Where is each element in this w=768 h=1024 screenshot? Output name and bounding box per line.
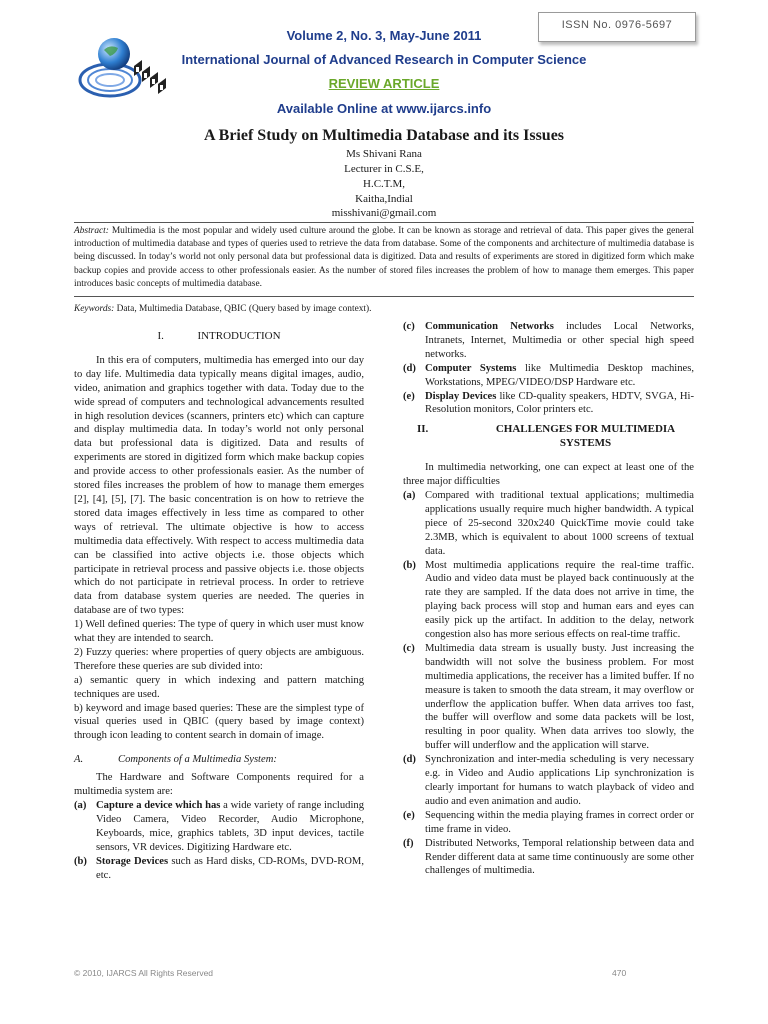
keywords-text: Data, Multimedia Database, QBIC (Query based by image context). <box>114 304 372 314</box>
subsection-a-heading <box>74 753 364 767</box>
query-type-1: 1) Well defined queries: The type of query in which user must know what they are intended to search. <box>74 619 364 645</box>
list-text: Synchronization and inter-media scheduling is very necessary e.g. in Video and Audio applications Lip synchronization is clearly important for humans to watch playback of video and audio and even animation and audio. <box>425 754 694 807</box>
section-2-number: II. <box>417 423 429 436</box>
list-term: Display Devices <box>425 390 497 402</box>
list-term: Capture a device which has <box>96 800 221 811</box>
list-label: (b) <box>74 855 87 867</box>
list-label: (b) <box>403 559 416 571</box>
list-label: (f) <box>403 837 414 849</box>
list-text: Sequencing within the media playing frames in correct order or time frame in video. <box>425 809 694 835</box>
list-item <box>403 320 694 362</box>
journal-name: International Journal of Advanced Research in Computer Science <box>181 52 587 67</box>
list-label: (d) <box>403 362 416 374</box>
abstract-top-rule <box>74 222 694 223</box>
list-text: like Multimedia Desktop machines, Workstations, MPEG/VIDEO/DSP Hardware etc. <box>425 362 694 388</box>
list-label: (a) <box>403 489 416 501</box>
list-item <box>403 489 694 559</box>
list-term: Communication Networks <box>425 321 554 332</box>
section-1-number: I. <box>157 330 164 342</box>
components-intro: The Hardware and Software Components required for a multimedia system are: <box>74 772 364 798</box>
keywords-label: Keywords: <box>74 304 115 314</box>
article-type-label: REVIEW ARTICLE <box>328 76 440 91</box>
query-type-2a: a) semantic query in which indexing and pattern matching techniques are used. <box>74 674 364 700</box>
list-text: such as Hard disks, CD-ROMs, DVD-ROM, etc. <box>96 855 364 881</box>
list-body <box>96 855 364 883</box>
footer-copyright: © 2010, IJARCS All Rights Reserved <box>74 968 214 978</box>
query-type-2b: b) keyword and image based queries: These are the simplest type of visual queries used in QBIC (query based by image context) through icon leading to content search in domain of image. <box>74 702 364 742</box>
list-label: (c) <box>403 642 415 654</box>
article-type <box>0 76 768 91</box>
list-label: (a) <box>74 800 87 811</box>
list-term: Storage Devices <box>96 855 169 867</box>
list-label: (e) <box>403 390 415 402</box>
online-link[interactable]: Available Online at www.ijarcs.info <box>276 101 492 116</box>
paper-title: A Brief Study on Multimedia Database and its Issues <box>203 127 565 144</box>
subsection-a-title: Components of a Multimedia System: <box>118 754 277 766</box>
list-item <box>74 799 364 855</box>
left-column <box>74 327 364 882</box>
challenges-intro: In multimedia networking, one can expect at least one of the three major difficulties <box>403 462 694 488</box>
volume-line: Volume 2, No. 3, May-June 2011 <box>286 28 482 43</box>
abstract-bottom-rule <box>74 296 694 297</box>
section-1-title: INTRODUCTION <box>197 330 281 342</box>
query-type-2: 2) Fuzzy queries: where properties of query objects are ambiguous. Therefore these queries are sub divided into: <box>74 646 364 672</box>
subsection-a-number: A. <box>74 754 84 766</box>
list-text: Compared with traditional textual applications; multimedia applications usually require much higher bandwidth. A typical piece of 25-second 320x240 QuickTime movie could take 2.3MB, which is equivalent to about 1000 screens of textual data. <box>425 489 694 557</box>
section-2-title: CHALLENGES FOR MULTIMEDIA SYSTEMS <box>495 423 676 450</box>
list-body <box>96 799 364 855</box>
list-body <box>425 320 694 362</box>
list-item <box>74 855 364 883</box>
right-column <box>403 320 694 878</box>
abstract-text: Multimedia is the most popular and widely used culture around the globe. It can be known as storage and retrieval of data. This paper gives the general introduction of multimedia database and types of queries used to retrieve the data from database. Some of the components and architecture of multimedia database is being discussed. In today’s world not only personal data but professional data is digitized. Data and results of experiments are stored in digitized form which make backup copies and provide access to other professionals easier. As the number of stored files increases the problem of how to manage them emerges. This paper introduces basic concepts of multimedia database. <box>74 226 694 289</box>
author-name: Ms Shivani Rana <box>346 148 422 160</box>
list-item <box>403 642 694 753</box>
list-item <box>403 837 694 879</box>
affiliation-line-2: H.C.T.M, <box>363 178 405 190</box>
list-item <box>403 362 694 390</box>
list-text: Distributed Networks, Temporal relationship between data and Render different data at same time continuously are some other challenges of multimedia. <box>425 837 694 877</box>
affiliation-line-3: Kaitha,Indial <box>355 193 413 205</box>
affiliation-line-1: Lecturer in C.S.E, <box>344 163 424 175</box>
list-text: includes Local Networks, Intranets, Internet, Multimedia or other special high speed networks. <box>425 321 694 360</box>
list-item <box>403 559 694 642</box>
list-label: (d) <box>403 754 416 766</box>
list-item <box>403 390 694 418</box>
section-1-heading <box>74 330 364 344</box>
keywords <box>74 304 694 314</box>
list-item <box>403 753 694 809</box>
abstract-label: Abstract: <box>74 226 109 236</box>
list-term: Computer Systems <box>425 362 517 374</box>
list-text: a wide variety of range including Video Camera, Video Recorder, Audio Microphone, Keyboards, mice, graphics tablets, 3D input devices, tactile sensors, VR devices. Digitizing Hardware etc. <box>96 800 364 853</box>
list-body <box>425 390 694 418</box>
author-email[interactable]: misshivani@gmail.com <box>331 207 437 219</box>
issn-box: ISSN No. 0976-5697 <box>538 12 696 42</box>
list-body <box>425 362 694 390</box>
list-text: Most multimedia applications require the real-time traffic. Audio and video data must be played back continuously at the rate they are sampled. If the data does not arrive in time, the playing back process will stop and human ears and eyes can easily pick up the artifact. In addition to the delay, network congestion also has more serious effects on real-time traffic. <box>425 559 694 641</box>
list-label: (e) <box>403 809 415 821</box>
list-text: Multimedia data stream is usually busty. Just increasing the bandwidth will not solve the business problem. For most multimedia applications, the receiver has a limited buffer. If no measure is taken to smooth the data stream, it may overflow or underflow the application buffer. When data arrives too fast, the buffer will overflow and some data packets will be lost, resulting in poor quality. When data arrives too slowly, the buffer will underflow and the application will starve. <box>425 642 694 752</box>
section-2-heading <box>403 423 694 451</box>
list-label: (c) <box>403 321 415 332</box>
list-text: like CD-quality speakers, HDTV, SVGA, Hi-Resolution monitors, Color printers etc. <box>425 390 694 416</box>
list-item <box>403 809 694 837</box>
intro-paragraph: In this era of computers, multimedia has emerged into our day to day life. Multimedia data typically means digital images, audio, video, animation and graphics together with data. Today due to the wide spread of computers and technological advancements resulted in high resolution devices (scanners, printers etc) which can capture and display multimedia data. In today’s world not only personal data but professional data is digitized. Data and results of experiments are stored in digitized form which make backup copies and provide access to other professionals easier. As the number of stored files increases the problem of how to manage them emerges [2], [4], [5], [7]. The basic concentration is on how to retrieve the stored data images effectively in less time as compared to other ways of retrieval. The ultimate objective is how to access multimedia data effectively. With respect to access multimedia data can be classified into active objects i.e. those objects which participate in retrieval process and passive objects i.e. those objects which do not participate in retrieval process. In order to retrieve data from database system queries are needed. The queries in database are of two types: <box>74 354 364 617</box>
abstract <box>74 225 694 291</box>
page-number: 470 <box>612 968 627 978</box>
